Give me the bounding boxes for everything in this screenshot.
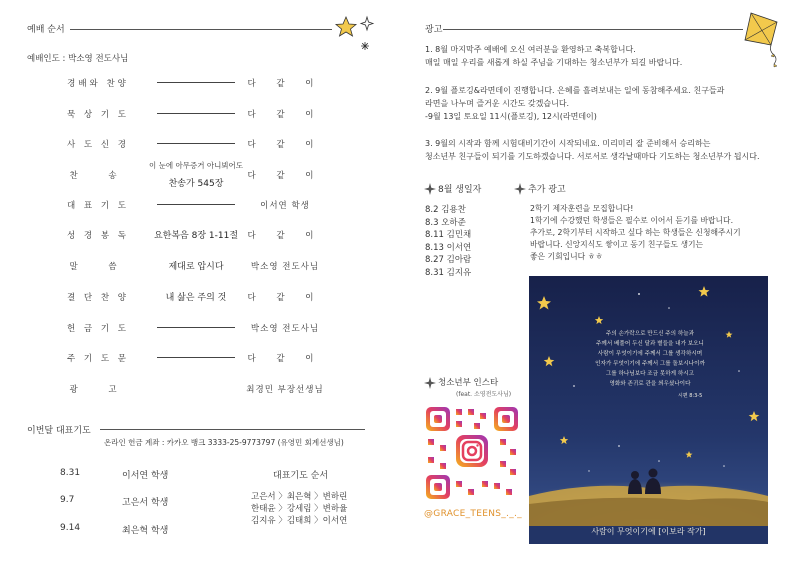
prayer-order [251,491,347,527]
row-right: 다 같 이 [247,231,323,241]
notice-divider [443,29,743,30]
row-right: 박소영 전도사님 [250,262,320,272]
notice-line: -9월 13일 토요일 11시(플로깅), 12시(라면데이) [425,112,597,121]
verse-line: 사람이 무엇이기에 주께서 그를 생각하시며 [597,351,703,357]
birthday-item: 8.31 김지유 [425,267,472,278]
row-label: 묵 상 기 도 [67,110,129,120]
row-line [157,357,235,358]
birthday-item: 8.27 김아람 [425,255,472,265]
birthday-list [425,204,471,279]
row-right: 다 같 이 [247,354,323,364]
extra-line: 바랍니다. 신앙지식도 쌓이고 동기 친구들도 생기는 [530,240,704,249]
instagram-title: 청소년부 인스타 [438,378,499,388]
extra-line: 2학기 제자훈련을 모집합니다! [530,204,634,213]
worship-leader: 예배인도 : 박소영 전도사님 [27,54,129,64]
extra-line: 1학기에 수강했던 학생들은 필수로 이어서 듣기를 바랍니다. [530,216,734,225]
row-line [157,143,235,144]
prayer-divider [100,429,365,430]
hymn-title: 이 눈에 아무증거 아니뵈어도 [148,161,244,170]
response-song: 내 삶은 주의 것 [165,293,227,303]
kite-icon [737,10,783,72]
notice-3 [425,137,760,163]
row-label: 경배와 찬양 [67,79,129,89]
row-label: 광 고 [69,385,131,395]
offering-account: 온라인 헌금 계좌 : 카카오 뱅크 3333-25-9773797 (유영민 회계선생님) [104,438,344,447]
extra-notice-title: 추가 광고 [528,185,566,195]
row-right: 이서연 학생 [260,201,310,211]
birthday-item: 8.11 김민채 [425,230,472,240]
notice-1 [425,43,682,69]
row-right: 다 같 이 [247,79,323,89]
extra-notice [530,203,741,263]
title-divider [70,29,332,30]
row-right: 다 같 이 [247,293,323,303]
poster-image [529,276,768,544]
sermon-title: 제대로 압시다 [168,262,224,272]
notice-2 [425,84,724,123]
poster-verse [555,329,745,389]
poster-caption: 사람이 무엇이기에 [이보라 작가] [591,527,706,536]
row-label: 헌 금 기 도 [67,324,129,334]
order-line: 김지유 〉김태희 〉이서연 [251,516,348,526]
row-line [157,82,235,83]
row-line [157,113,235,114]
sparkle-icon [514,183,526,195]
instagram-handle[interactable]: @GRACE_TEENS_._._ [424,509,522,519]
verse-line: 영화와 존귀로 관을 씌우셨나이다 [609,381,691,387]
notice-line: 매일 매일 우리를 새롭게 하실 주님을 기대하는 청소년부가 되길 바랍니다. [425,58,683,67]
row-right: 다 같 이 [247,171,323,181]
notice-line: 1. 8월 마지막주 예배에 오신 여러분을 환영하고 축복합니다. [425,45,636,54]
schedule-name: 이서연 학생 [122,471,169,481]
extra-line: 추가로, 2학기부터 시작하고 싶다 하는 학생들은 신청해주시기 [530,228,741,237]
prayer-title: 이번달 대표기도 [27,426,91,436]
row-label: 사 도 신 경 [67,140,129,150]
notice-line: 청소년부 친구들이 되기를 기도하겠습니다. 서로서로 생각날때마다 기도하는 청소년부가 됩시다. [425,152,760,161]
row-line [157,327,235,328]
hymn-number: 찬송가 545장 [168,179,224,189]
order-line: 한태윤 〉강세림 〉변하율 [251,504,348,514]
birthday-item: 8.2 김용찬 [425,205,466,215]
extra-line: 좋은 기회입니다 ㅎㅎ [530,252,603,261]
notice-line: 라면을 나누며 즐거운 시간도 갖겠습니다. [425,99,570,108]
row-label: 주 기 도 문 [67,354,129,364]
verse-line: 주께서 베풀어 두신 달과 별들을 내가 보오니 [596,341,704,347]
sparkle-icon [424,183,436,195]
schedule-date: 9.14 [60,523,81,533]
row-right: 다 같 이 [247,110,323,120]
row-line [157,204,235,205]
order-title: 예배 순서 [27,25,65,35]
verse-line: 인자가 무엇이기에 주께서 그를 돌보시나이까 [595,361,705,367]
birthday-title: 8월 생일자 [438,185,482,195]
row-right: 최경민 부장선생님 [246,385,324,395]
star-icon [334,15,380,55]
birthday-item: 8.3 오하준 [425,217,466,228]
row-label: 결 단 찬 양 [67,293,129,303]
verse-line: 주의 손가락으로 만드신 주의 하늘과 [605,331,695,337]
scripture: 요한복음 8장 1-11절 [153,231,239,241]
prayer-order-header: 대표기도 순서 [273,471,329,481]
row-label: 대 표 기 도 [67,201,129,211]
row-label: 성 경 봉 독 [67,231,129,241]
schedule-date: 9.7 [60,495,75,505]
notice-title: 광고 [425,25,443,35]
schedule-name: 고은서 학생 [122,498,169,508]
instagram-subtitle: (feat. 소영전도사님) [456,391,512,398]
verse-line: 그를 하나님보다 조금 못하게 하시고 [605,371,695,377]
row-right: 박소영 전도사님 [250,324,320,334]
row-right: 다 같 이 [247,140,323,150]
poster-reference: 시편 8:3-5 [678,393,703,399]
row-label: 말 씀 [69,262,131,272]
qr-code-icon[interactable] [424,405,520,501]
birthday-item: 8.13 이서연 [425,242,472,253]
schedule-name: 최은혁 학생 [122,526,169,536]
notice-line: 2. 9월 플로깅&라면데이 진행합니다. 은혜를 흘려보내는 일에 동참해주세요. 친구들과 [425,86,725,95]
order-line: 고은서 〉최은혁 〉변하린 [251,492,348,502]
notice-line: 3. 9월의 시작과 함께 시험대비기간이 시작되네요. 미리미리 잘 준비해서 승리하는 [425,139,711,148]
row-label: 찬 송 [69,171,131,181]
schedule-date: 8.31 [60,468,81,478]
sparkle-icon [424,377,436,389]
